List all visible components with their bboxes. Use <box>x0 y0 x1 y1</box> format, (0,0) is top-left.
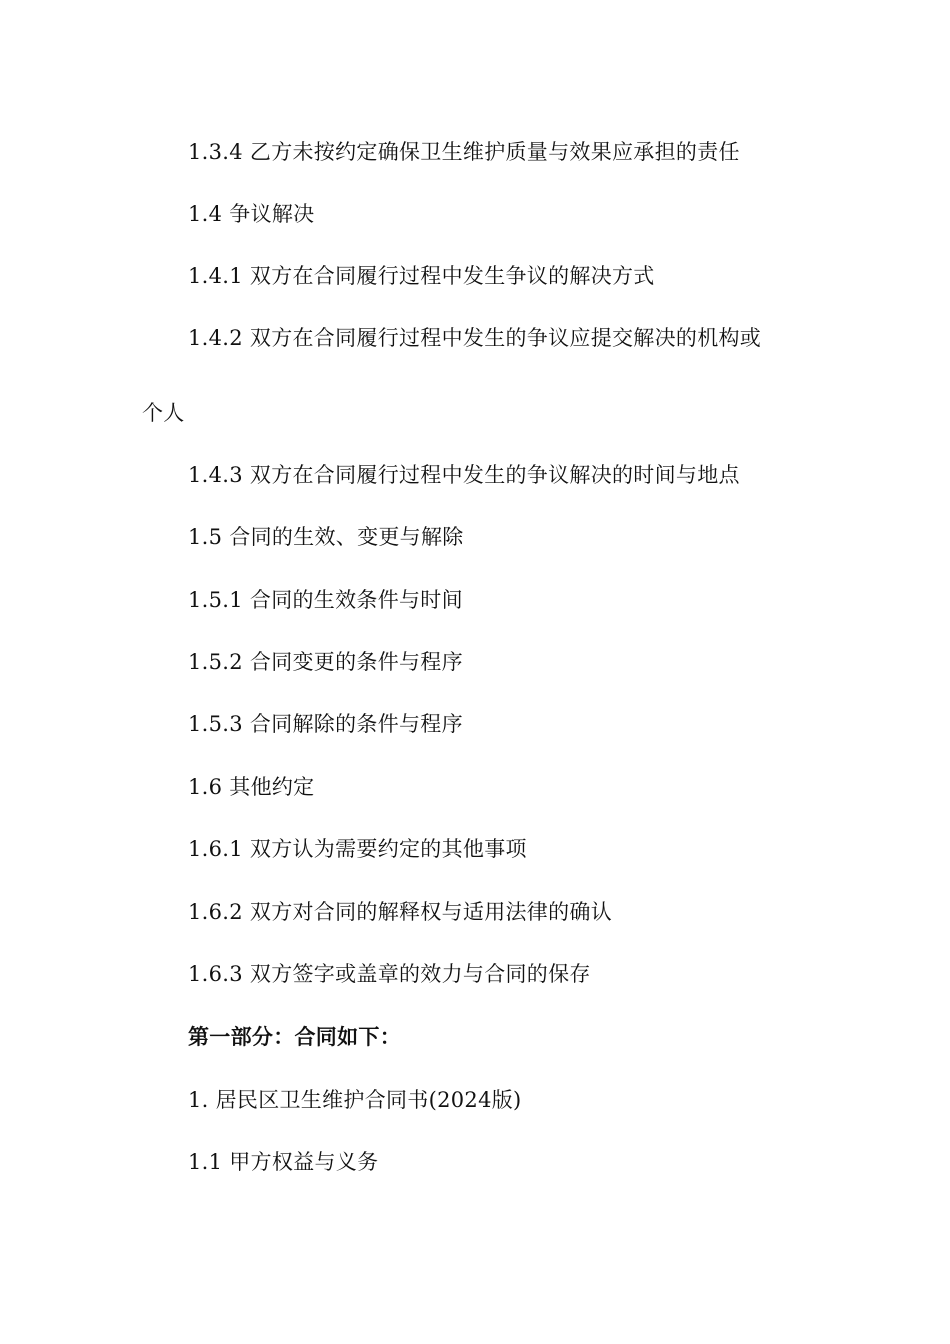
clause-1-4-3: 1.4.3 双方在合同履行过程中发生的争议解决的时间与地点 <box>188 463 740 487</box>
section-1-1-heading: 1.1 甲方权益与义务 <box>188 1150 379 1174</box>
clause-1-6-2: 1.6.2 双方对合同的解释权与适用法律的确认 <box>188 900 613 924</box>
clause-1-5-1: 1.5.1 合同的生效条件与时间 <box>188 588 463 612</box>
contract-title: 1. 居民区卫生维护合同书(2024版) <box>188 1088 522 1112</box>
clause-1-5-3: 1.5.3 合同解除的条件与程序 <box>188 712 463 736</box>
section-1-6-heading: 1.6 其他约定 <box>188 775 315 799</box>
clause-1-5-2: 1.5.2 合同变更的条件与程序 <box>188 650 463 674</box>
clause-1-6-3: 1.6.3 双方签字或盖章的效力与合同的保存 <box>188 962 591 986</box>
section-1-5-heading: 1.5 合同的生效、变更与解除 <box>188 525 464 549</box>
part-one-heading: 第一部分：合同如下： <box>188 1024 401 1049</box>
section-1-4-heading: 1.4 争议解决 <box>188 202 315 226</box>
clause-1-6-1: 1.6.1 双方认为需要约定的其他事项 <box>188 837 527 861</box>
clause-1-3-4: 1.3.4 乙方未按约定确保卫生维护质量与效果应承担的责任 <box>188 140 740 164</box>
clause-1-4-2-continuation: 个人 <box>142 401 185 425</box>
clause-1-4-2: 1.4.2 双方在合同履行过程中发生的争议应提交解决的机构或 <box>188 326 762 350</box>
clause-1-4-1: 1.4.1 双方在合同履行过程中发生争议的解决方式 <box>188 264 655 288</box>
